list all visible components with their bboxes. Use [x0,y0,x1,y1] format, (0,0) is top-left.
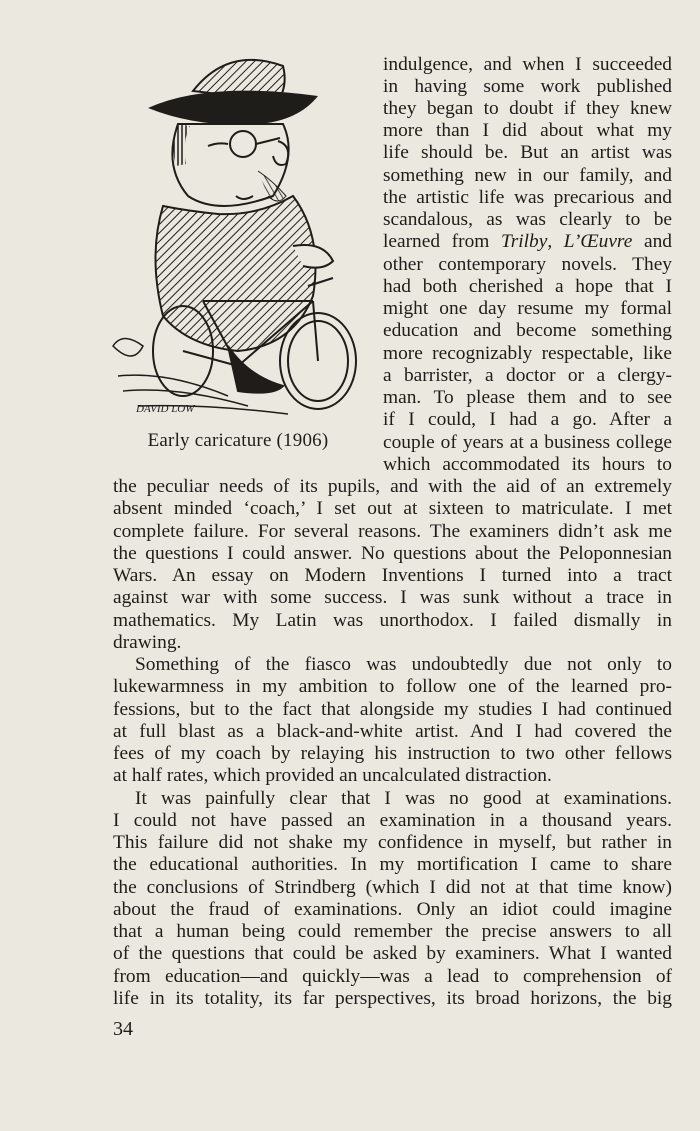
text-line: at full blast as a black-and-white artist. And I had covered the [113,721,672,742]
text-line: lukewarmness in my ambition to follow one of the learned pro- [113,676,672,697]
hat-shape [148,60,318,125]
text-line: education and become something [383,320,672,341]
text-line: that a human being could remember the precise answers to all [113,921,672,942]
text-line: more recognizably respectable, like [383,343,672,364]
text-line: couple of years at a business college [383,432,672,453]
text-line: the peculiar needs of its pupils, and with the aid of an extremely [113,476,672,497]
text-line: This failure did not shake my confidence in myself, but rather in [113,832,672,853]
text-line: had both cherished a hope that I [383,276,672,297]
svg-text:DAVID LOW: DAVID LOW [136,403,195,415]
signature-label [135,403,195,415]
text-line: the educational authorities. In my mortification I came to share [113,854,672,875]
caricature-drawing [108,46,368,426]
text-line: fees of my coach by relaying his instruction to two other fellows [113,743,672,764]
caricature-figure [108,46,368,451]
text-line: I could not have passed an examination in a thousand years. [113,810,672,831]
text-line: complete failure. For several reasons. The examiners didn’t ask me [113,521,672,542]
text-line: of the questions that could be asked by examiners. What I wanted [113,943,672,964]
text-line: fessions, but to the fact that alongside my studies I had continued [113,699,672,720]
text-line: life should be. But an artist was [383,142,672,163]
text-line: scandalous, as was clearly to be [383,209,672,230]
text-line: mathematics. My Latin was unorthodox. I failed dismally in [113,610,672,631]
text-line: the questions I could answer. No questions about the Peloponnesian [113,543,672,564]
text-line: life in its totality, its far perspectives, its broad horizons, the big [113,988,672,1009]
text-line: if I could, I had a go. After a [383,409,672,430]
text-line: more than I did about what my [383,120,672,141]
text-line: in having some work published [383,76,672,97]
text-line: the artistic life was precarious and [383,187,672,208]
text-line: they began to doubt if they knew [383,98,672,119]
text-line: against war with some success. I was sunk without a trace in [113,587,672,608]
text-line: other contemporary novels. They [383,254,672,275]
text-line: indulgence, and when I succeeded [383,54,672,75]
text-line: man. To please them and to see [383,387,672,408]
text-line: It was painfully clear that I was no good at examinations. [135,788,672,809]
text-line: a barrister, a doctor or a clergy- [383,365,672,386]
text-line: absent minded ‘coach,’ I set out at sixteen to matriculate. I met [113,498,672,519]
text-line: Something of the fiasco was undoubtedly due not only to [135,654,672,675]
text-line: which accommodated its hours to [383,454,672,475]
text-line: Wars. An essay on Modern Inventions I turned into a tract [113,565,672,586]
body-shape [156,196,334,351]
text-line: about the fraud of examinations. Only an idiot could imagine [113,899,672,920]
text-line: might one day resume my formal [383,298,672,319]
text-line: drawing. [113,632,182,653]
text-line: learned from Trilby, L’Œuvre and [383,231,672,252]
text-line: at half rates, which provided an uncalculated distraction. [113,765,552,786]
page-number: 34 [113,1018,133,1040]
figure-caption: Early caricature (1906) [147,430,329,451]
text-line: the conclusions of Strindberg (which I did not at that time know) [113,877,672,898]
text-line: from education—and quickly—was a lead to comprehension of [113,966,672,987]
head-shape [172,124,288,206]
text-line: something new in our family, and [383,165,672,186]
